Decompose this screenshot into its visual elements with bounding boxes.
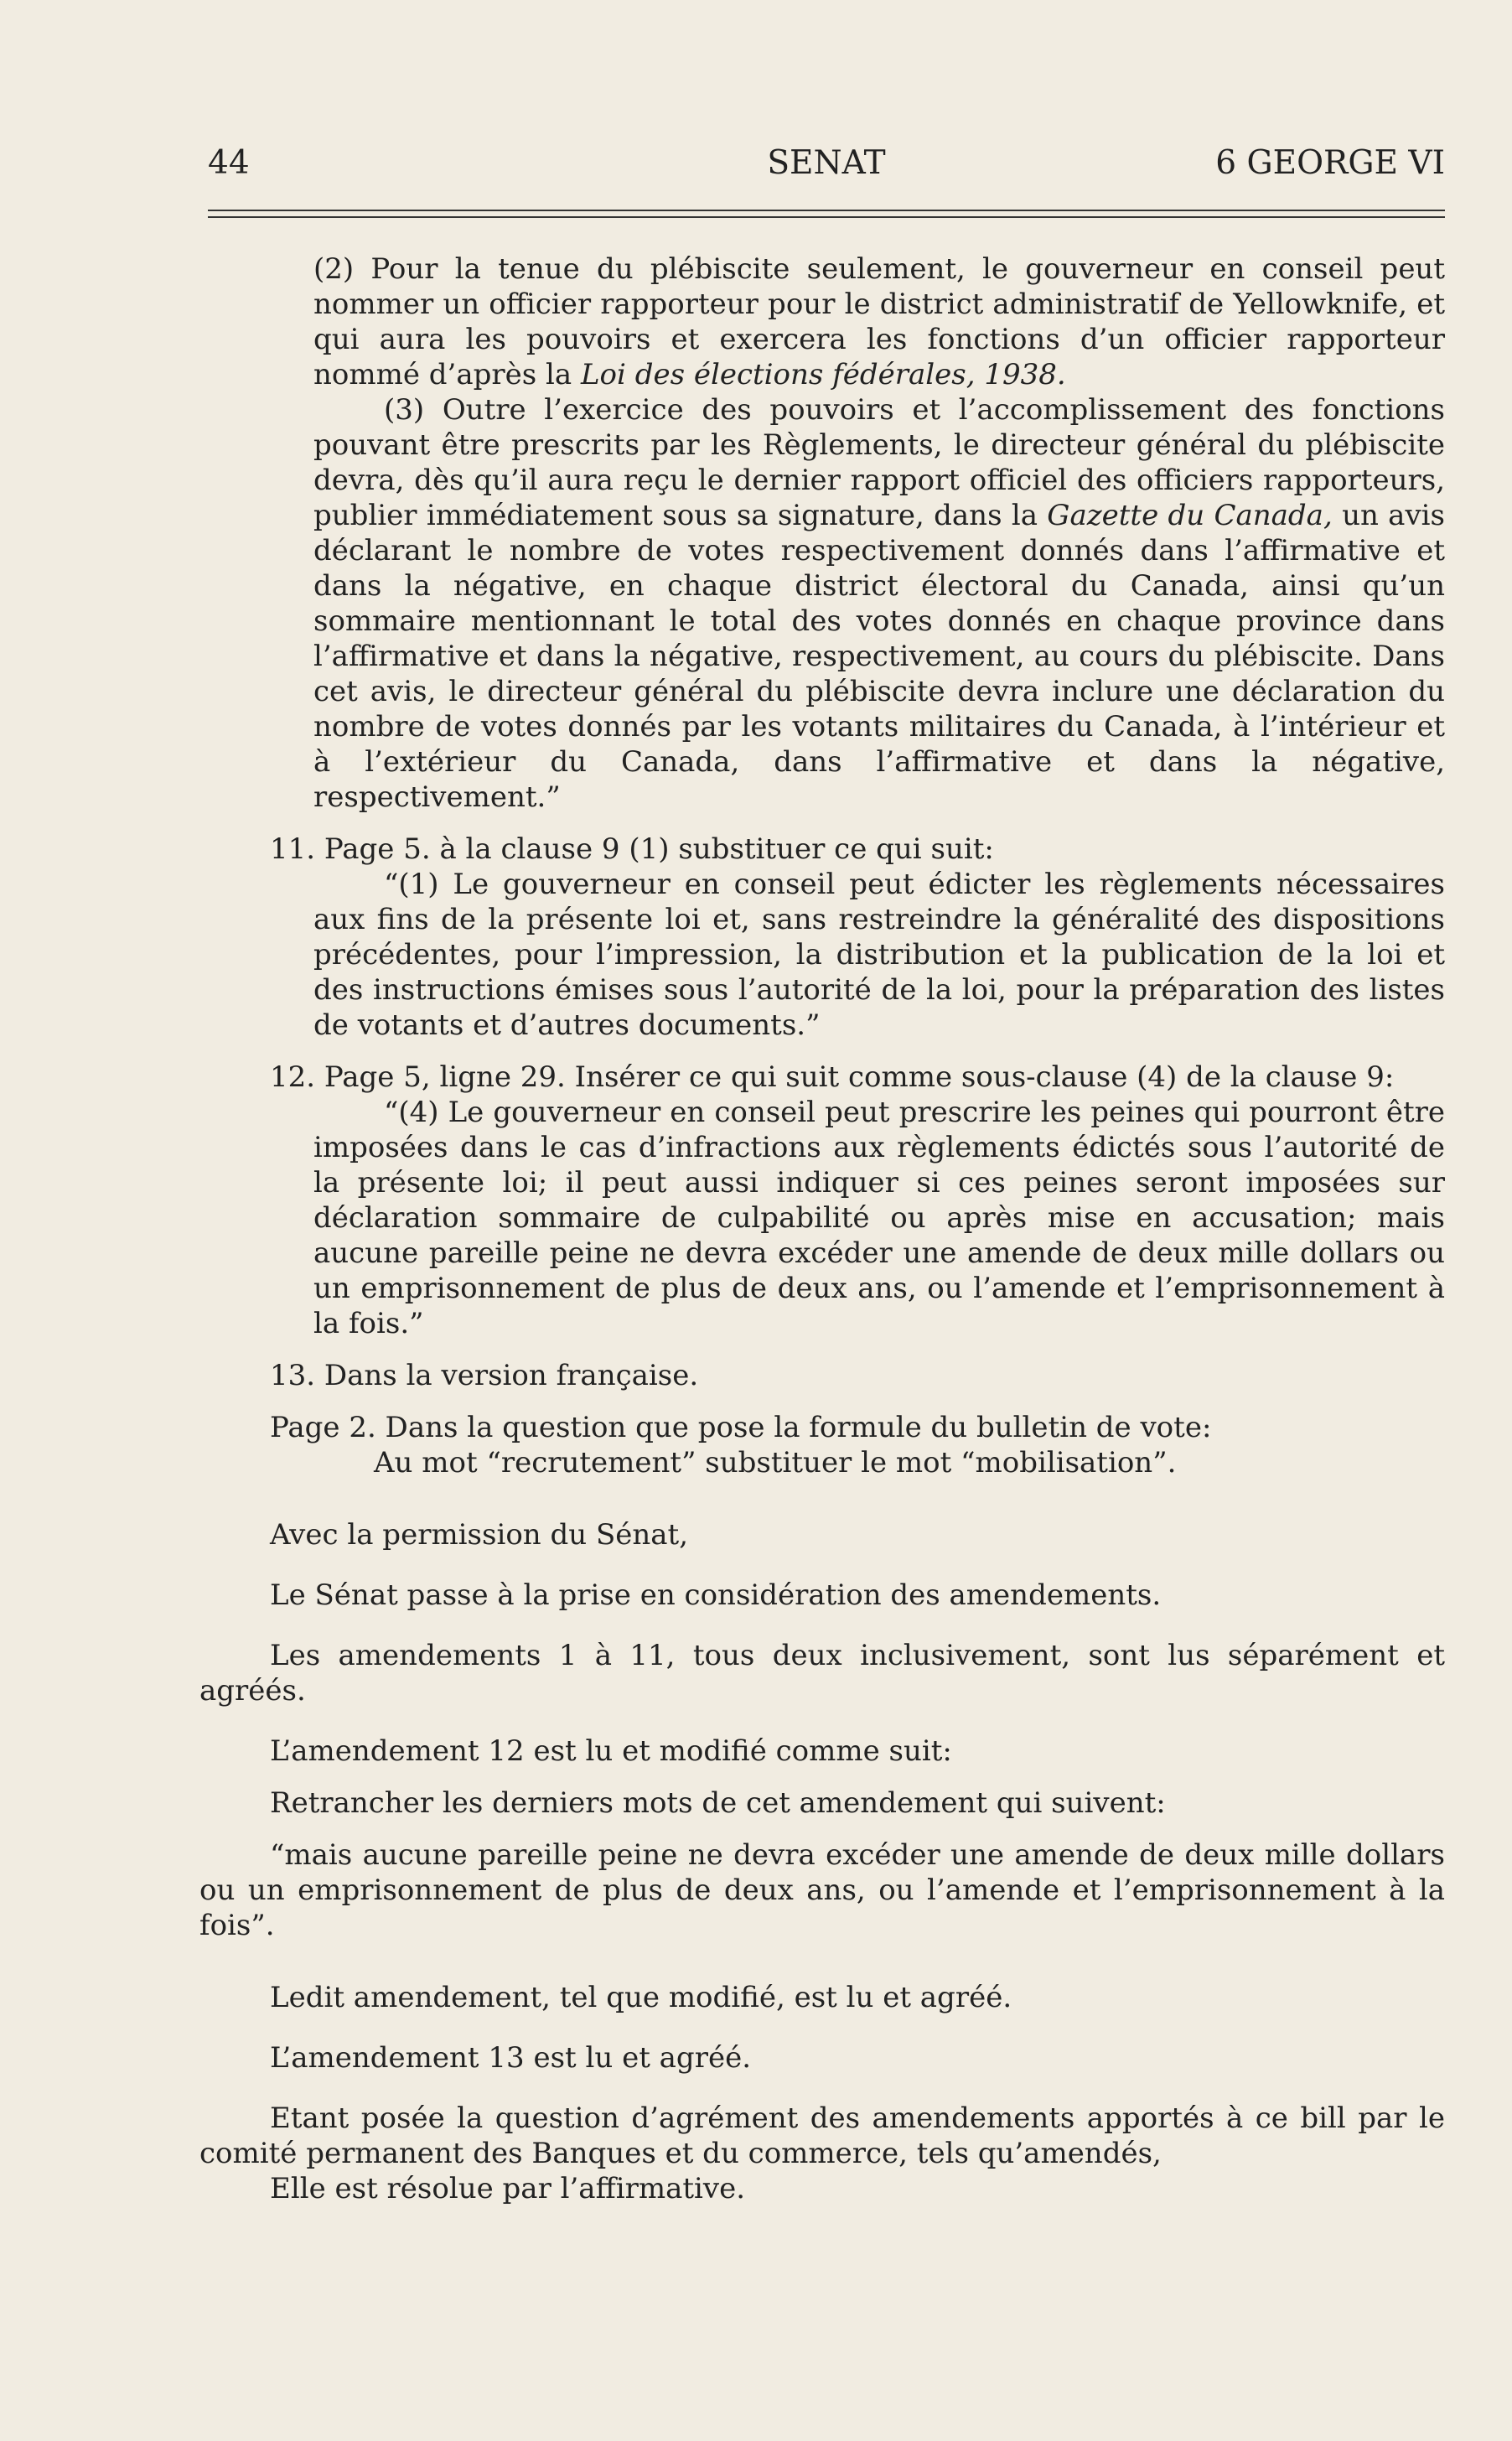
amendment-11-quote: “(1) Le gouverneur en conseil peut édicter les règlements nécessaires aux fins de la présente loi et, sans restreindre la généralité des dispositions précédentes, pour l’impression, la distribution et la publication de la loi et des instructions émises sous l’autorité de la loi, pour la préparation des listes de votants et d’autres documents.” (313, 868, 1445, 1042)
amendment-11: 11. Page 5. à la clause 9 (1) substituer ce qui suit: (270, 832, 994, 866)
amendment-13: 13. Dans la version française. (270, 1359, 699, 1392)
amendments-1-11: Les amendements 1 à 11, tous deux inclusivement, sont lus séparément et agréés. (199, 1639, 1445, 1708)
law-title: Loi des élections fédérales, 1938. (580, 358, 1066, 391)
retracted-quote: “mais aucune pareille peine ne devra excéder une amende de deux mille dollars ou un emprisonnement de plus de deux ans, ou l’amende et l’emprisonnement à la fois”. (199, 1838, 1445, 1942)
page-number: 44 (208, 144, 250, 182)
paragraph-3: (3) Outre l’exercice des pouvoirs et l’accomplissement des fonctions pouvant être prescrits par les Règlements, le directeur général du plébiscite devra, dès qu’il aura reçu le dernier rapport officiel des officiers rapporteurs, publier immédiatement sous sa signature, dans la Gazette du Canada, un avis déclarant le nombre de votes respectivement donnés dans l’affirmative et dans la négative, en chaque district électoral du Canada, ainsi qu’un sommaire mentionnant le total des votes donnés en chaque province dans l’affirmative et dans la négative, respectivement, au cours du plébiscite. Dans cet avis, le directeur général du plébiscite devra inclure une déclaration du nombre de votes donnés par les votants militaires du Canada, à l’intérieur et à l’extérieur du Canada, dans l’affirmative et dans la négative, respectivement.” (313, 393, 1445, 814)
header-rule-top (208, 210, 1445, 211)
retrancher-line: Retrancher les derniers mots de cet amendement qui suivent: (270, 1786, 1166, 1820)
amendment-12: 12. Page 5, ligne 29. Insérer ce qui suit comme sous-clause (4) de la clause 9: (270, 1060, 1395, 1094)
amendment-12-quote: “(4) Le gouverneur en conseil peut prescrire les peines qui pourront être imposées dans le cas d’infractions aux règlements édictés sous l’autorité de la présente loi; il peut aussi indiquer si ces peines seront imposées sur déclaration sommaire de culpabilité ou après mise en accusation; mais aucune pareille peine ne devra excéder une amende de deux mille dollars ou un emprisonnement de plus de deux ans, ou l’amende et l’emprisonnement à la fois.” (313, 1096, 1445, 1340)
page-header (208, 144, 1445, 194)
senat-consideration: Le Sénat passe à la prise en considération des amendements. (270, 1578, 1162, 1612)
running-reign: 6 GEORGE VI (1215, 144, 1445, 182)
header-rule-bottom (208, 216, 1445, 218)
running-title: SENAT (767, 144, 886, 182)
amendment-13-page: Page 2. Dans la question que pose la formule du bulletin de vote: (270, 1411, 1212, 1444)
resolution-line: Elle est résolue par l’affirmative. (270, 2172, 746, 2205)
amendment-13-substitution: Au mot “recrutement” substituer le mot “mobilisation”. (374, 1446, 1177, 1480)
paragraph-2: (2) Pour la tenue du plébiscite seulement, le gouverneur en conseil peut nommer un officier rapporteur pour le district administratif de Yellowknife, et qui aura les pouvoirs et exercera les fonctions d’un officier rapporteur nommé d’après la Loi des élections fédérales, 1938. (313, 252, 1445, 391)
amendment-13-agreed: L’amendement 13 est lu et agréé. (270, 2041, 751, 2075)
page-body (199, 251, 1445, 2206)
gazette-title: Gazette du Canada, (1047, 499, 1333, 532)
amendment-12-modified: L’amendement 12 est lu et modifié comme suit: (270, 1734, 952, 1768)
ledit-line: Ledit amendement, tel que modifié, est lu et agréé. (270, 1981, 1012, 2014)
question-posed: Etant posée la question d’agrément des amendements apportés à ce bill par le comité permanent des Banques et du commerce, tels qu’amendés, (199, 2102, 1445, 2170)
permission-line: Avec la permission du Sénat, (270, 1518, 689, 1552)
